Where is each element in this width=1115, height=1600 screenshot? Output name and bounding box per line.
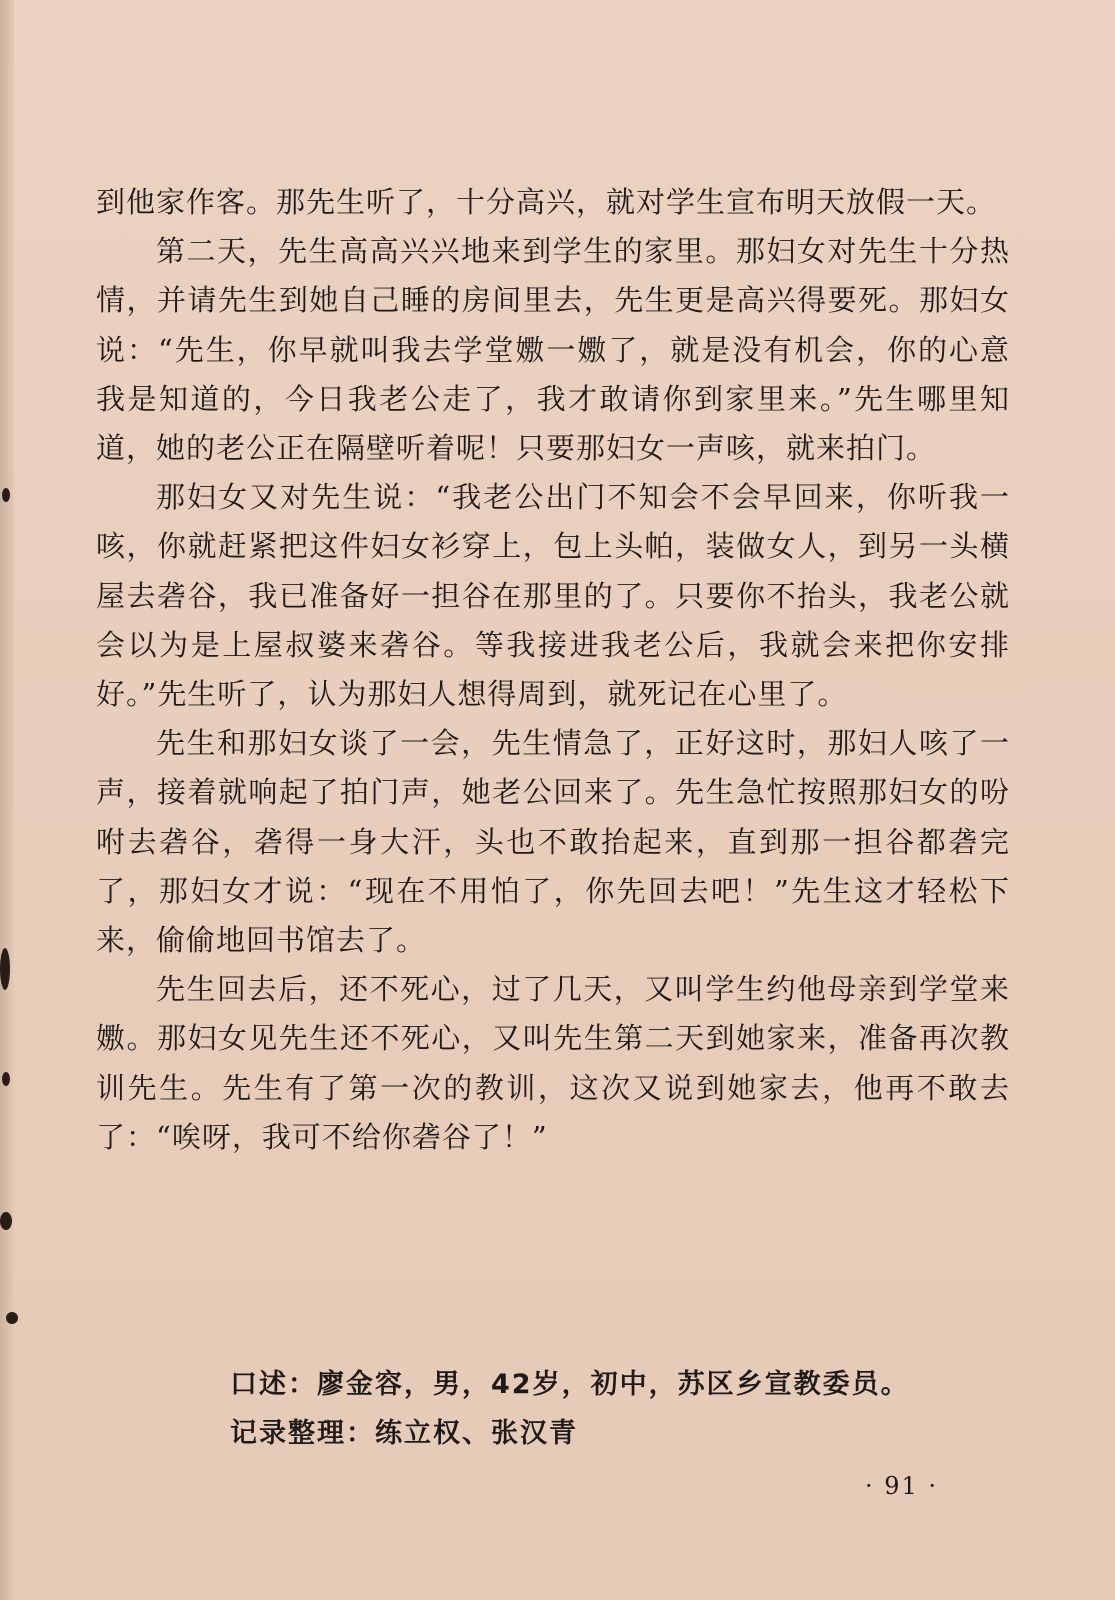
story-body	[96, 178, 1010, 1162]
recorder-credit: 记录整理：练立权、张汉青	[230, 1418, 578, 1449]
ink-spot	[2, 1072, 10, 1086]
ink-spot	[2, 488, 10, 502]
paragraph-2: 第二天，先生高高兴兴地来到学生的家里。那妇女对先生十分热情，并请先生到她自己睡的房间里去，先生更是高兴得要死。那妇女说：“先生，你早就叫我去学堂嫐一嫐了，就是没有机会，你的心意我是知道的，今日我老公走了，我才敢请你到家里来。”先生哪里知道，她的老公正在隔壁听着呢！只要那妇女一声咳，就来拍门。	[96, 234, 1010, 466]
ink-spot	[6, 1312, 18, 1324]
paragraph-3: 那妇女又对先生说：“我老公出门不知会不会早回来，你听我一咳，你就赶紧把这件妇女衫穿上，包上头帕，装做女人，到另一头横屋去砻谷，我已准备好一担谷在那里的了。只要你不抬头，我老公就会以为是上屋叔婆来砻谷。等我接进我老公后，我就会来把你安排好。”先生听了，认为那妇人想得周到，就死记在心里了。	[96, 480, 1010, 712]
page-left-edge	[0, 0, 14, 1600]
page-number: · 91 ·	[865, 1472, 939, 1500]
story-credits	[230, 1360, 1030, 1458]
paragraph-5: 先生回去后，还不死心，过了几天，又叫学生约他母亲到学堂来嫐。那妇女见先生还不死心，又叫先生第二天到她家来，准备再次教训先生。先生有了第一次的教训，这次又说到她家去，他再不敢去了：“唉呀，我可不给你砻谷了！”	[96, 972, 1010, 1154]
paragraph-4: 先生和那妇女谈了一会，先生情急了，正好这时，那妇人咳了一声，接着就响起了拍门声，她老公回来了。先生急忙按照那妇女的吩咐去砻谷，砻得一身大汗，头也不敢抬起来，直到那一担谷都砻完了，那妇女才说：“现在不用怕了，你先回去吧！”先生这才轻松下来，偷偷地回书馆去了。	[96, 726, 1010, 958]
narrator-credit: 口述：廖金容，男，42岁，初中，苏区乡宣教委员。	[230, 1369, 910, 1400]
ink-spot	[0, 948, 10, 990]
paragraph-1: 到他家作客。那先生听了，十分高兴，就对学生宣布明天放假一天。	[96, 185, 997, 219]
ink-spot	[0, 1212, 12, 1230]
